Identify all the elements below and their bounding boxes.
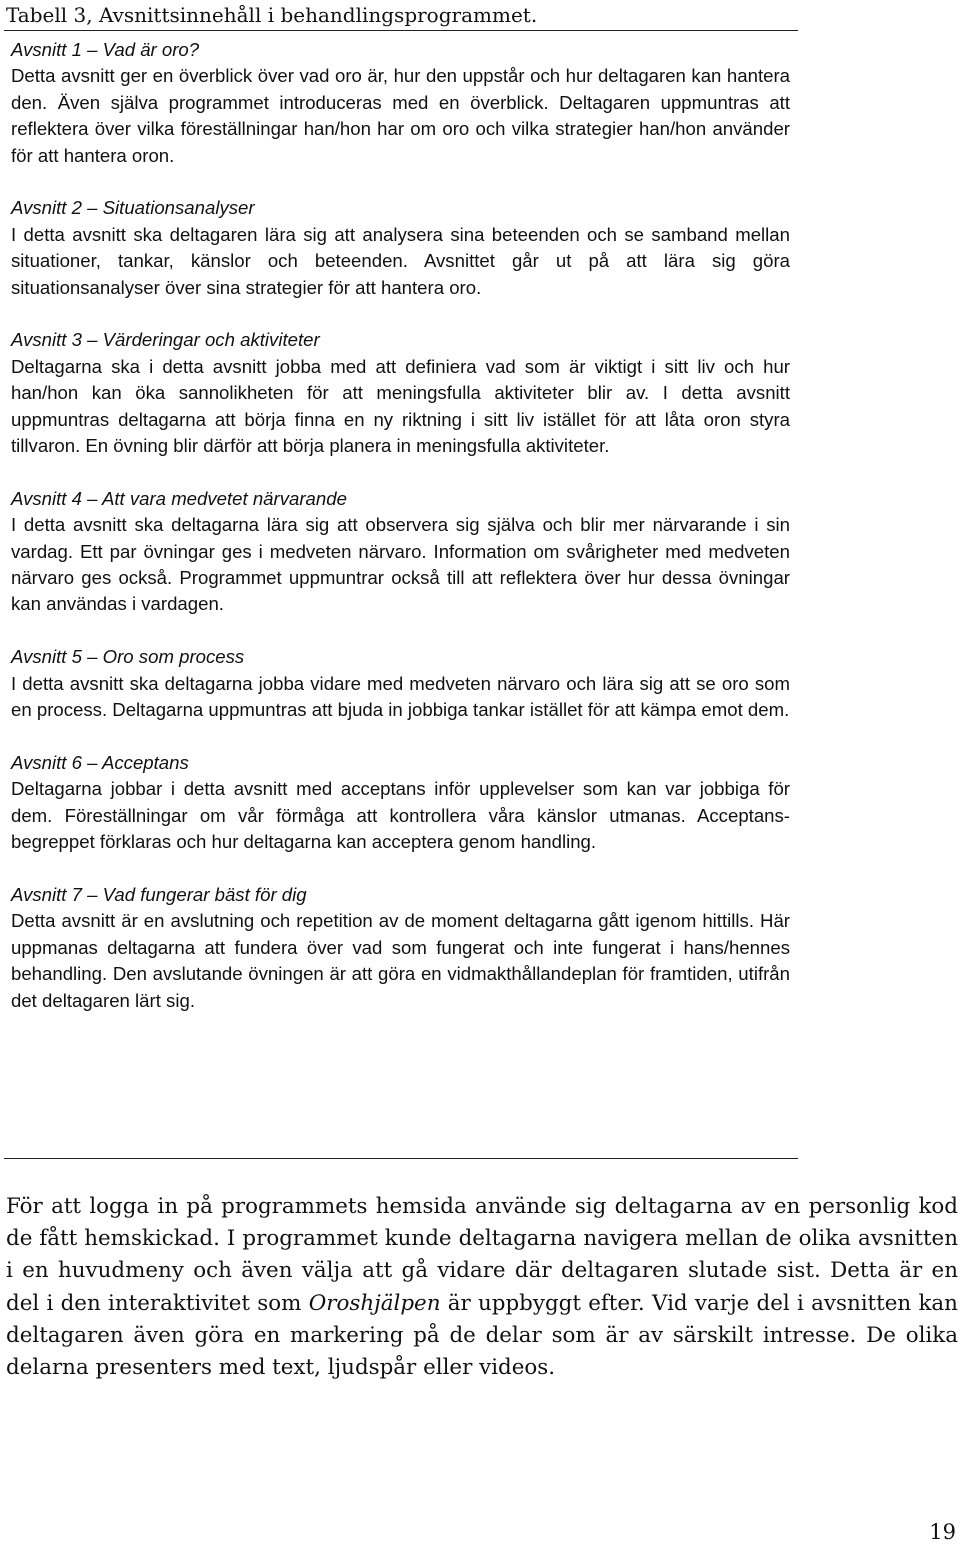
section-title: Avsnitt 6 – Acceptans <box>11 751 189 773</box>
section-description: Detta avsnitt ger en överblick över vad oro är, hur den uppstår och hur deltagaren kan hantera den. Även själva programmet introduceras med en överblick. Deltagaren uppmuntras att reflektera över vilka föreställningar han/hon har om oro och vilka strategier han/hon använder för att hantera oron. <box>11 65 790 166</box>
section-description: I detta avsnitt ska deltagaren lära sig att analysera sina beteenden och se samband mellan situationer, tankar, känslor och beteenden. Avsnittet går ut på att lära sig göra situationsanalyser över sina strategier för att hantera oro. <box>11 223 790 298</box>
paragraph-text-start: För att logga in på programmets hemsida använde sig deltagarna av en personlig kod de fått hemskickad. I programmet kunde deltagarna navigera mellan de olika avsnitten i en huvudmeny och även välja att gå vidare där deltagaren slutade sist. Detta är en del i den interaktivitet som <box>6 1194 958 1316</box>
section-title: Avsnitt 3 – Värderingar och aktiviteter <box>11 329 320 351</box>
section-description: Deltagarna ska i detta avsnitt jobba med att definiera vad som är viktigt i sitt liv och hur han/hon kan öka sannolikheten för att meningsfulla aktiviteter blir av. I detta avsnitt uppmuntras deltagarna att börja finna en ny riktning i sitt liv istället för att låta oron styra tillvaron. En övning blir därför att börja planera in meningsfulla aktiviteter. <box>11 355 790 457</box>
section-title: Avsnitt 2 – Situationsanalyser <box>11 197 255 219</box>
section-title: Avsnitt 5 – Oro som process <box>11 646 245 668</box>
section-title: Avsnitt 7 – Vad fungerar bäst för dig <box>11 883 307 905</box>
section-item <box>11 37 790 169</box>
paragraph-text-end: är uppbyggt efter. Vid varje del i avsnitten kan deltagaren även göra en markering på de delar som är av särskilt intresse. De olika delarna presenters med text, ljudspår eller videos. <box>6 1290 958 1381</box>
section-item <box>11 486 790 618</box>
section-item <box>11 882 790 1014</box>
body-paragraph <box>6 1191 958 1384</box>
section-description: I detta avsnitt ska deltagarna lära sig att observera sig själva och blir mer närvarande i sin vardag. Ett par övningar ges i medveten närvaro. Information om svårigheter med medveten närvaro ges också. Programmet uppmuntrar också till att reflektera över hur dessa övningar kan användas i vardagen. <box>11 514 790 615</box>
page-number: 19 <box>929 1520 956 1544</box>
program-name-emphasis: Oroshjälpen <box>308 1290 441 1316</box>
section-item <box>11 644 790 723</box>
table-bottom-rule <box>4 1158 798 1159</box>
section-title: Avsnitt 4 – Att vara medvetet närvarande <box>11 487 347 509</box>
section-item <box>11 750 790 856</box>
section-item <box>11 195 790 301</box>
section-title: Avsnitt 1 – Vad är oro? <box>11 39 200 60</box>
section-description: I detta avsnitt ska deltagarna jobba vidare med medveten närvaro och lära sig att se oro som en process. Deltagarna uppmuntras att bjuda in jobbiga tankar istället för att kämpa emot dem. <box>11 672 790 721</box>
section-list <box>11 37 790 1040</box>
section-description: Detta avsnitt är en avslutning och repetition av de moment deltagarna gått igenom hittills. Här uppmanas deltagarna att fundera över vad som fungerat och inte fungerat i hans/hennes behandling. Den avslutande övningen är att göra en vidmakthållandeplan för framtiden, utifrån det deltagaren lärt sig. <box>11 910 790 1011</box>
section-item <box>11 327 790 459</box>
table-top-rule <box>4 30 798 31</box>
table-caption: Tabell 3, Avsnittsinnehåll i behandlingsprogrammet. <box>6 3 538 27</box>
section-description: Deltagarna jobbar i detta avsnitt med acceptans inför upplevelser som kan var jobbiga för dem. Föreställningar om vår förmåga att kontrollera våra känslor utmanas. Acceptans-begreppet förklaras och hur deltagarna kan acceptera genom handling. <box>11 778 790 853</box>
